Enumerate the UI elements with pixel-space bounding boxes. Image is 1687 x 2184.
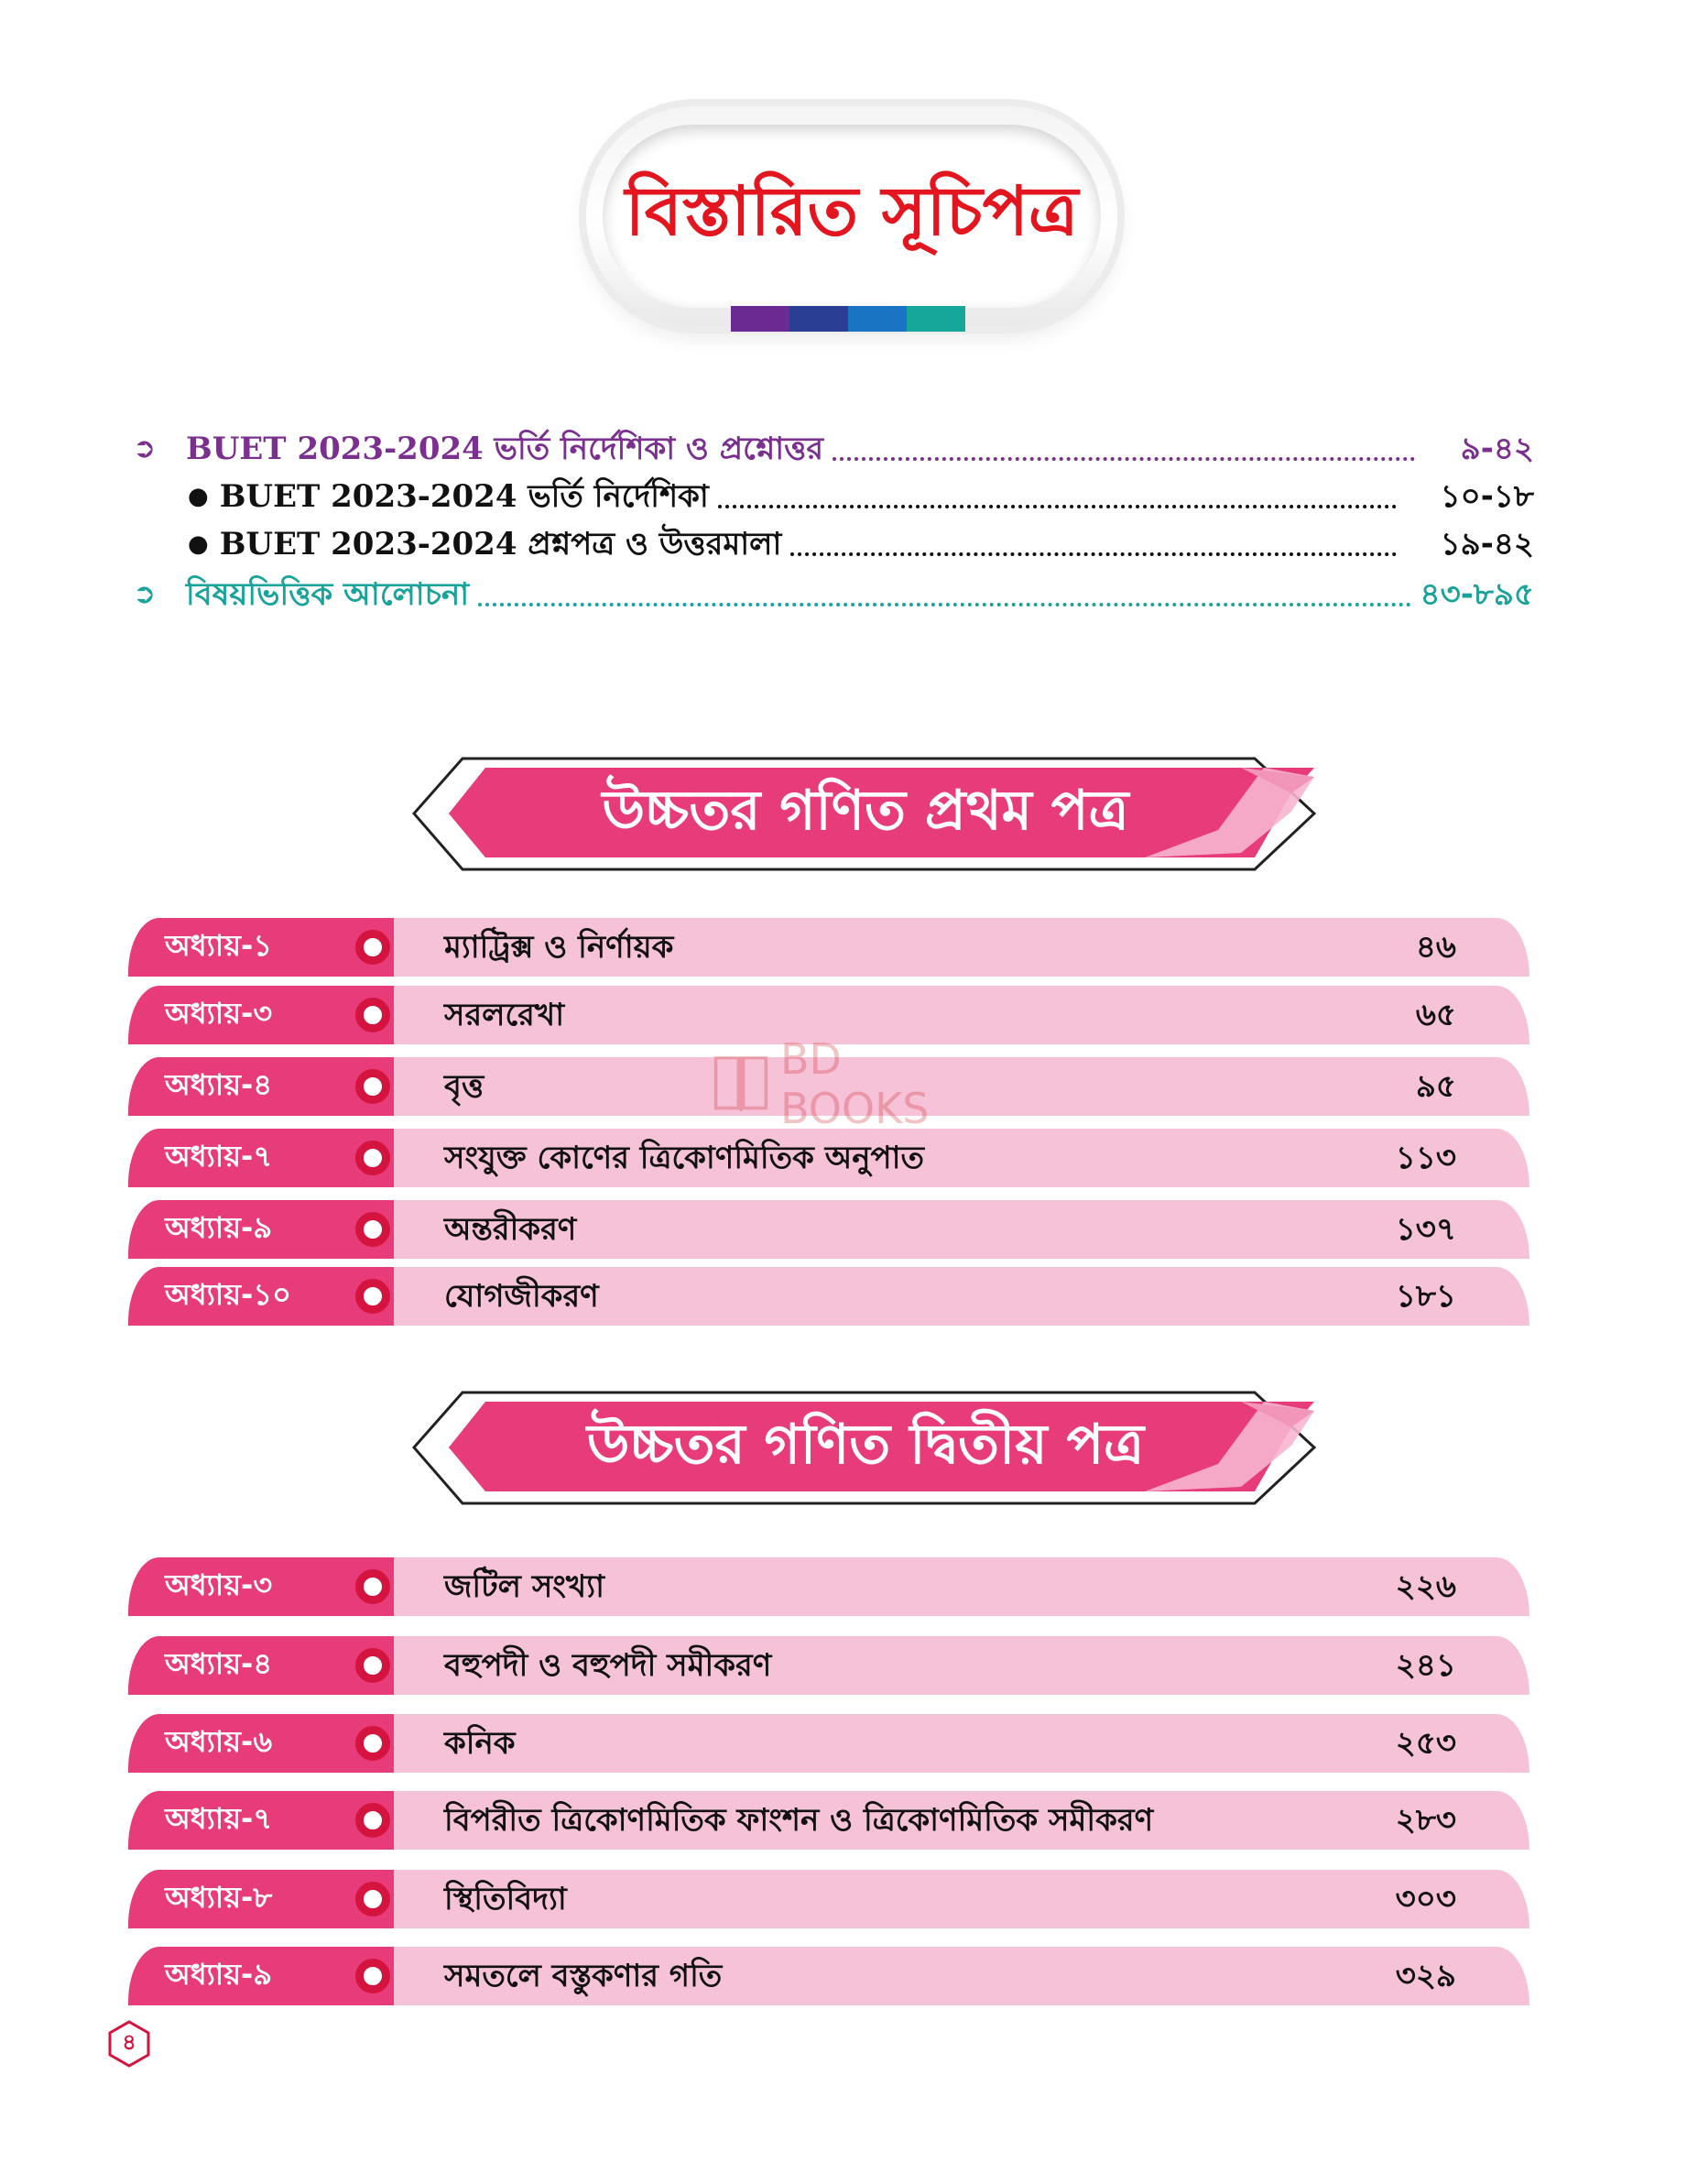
chapter-row-bar (366, 1714, 1529, 1773)
chapter-row (128, 1791, 1529, 1850)
toc-leader-dots (478, 603, 1410, 606)
ring-icon (355, 1141, 390, 1175)
ring-icon (355, 1279, 390, 1314)
chapter-row (128, 1200, 1529, 1259)
chapter-title: বৃত্ত (444, 1068, 484, 1105)
toc-text: BUET 2023-2024 ভর্তি নির্দেশিকা (219, 478, 709, 515)
chapter-label: অধ্যায়-৮ (128, 1870, 394, 1928)
chapter-label: অধ্যায়-৯ (128, 1200, 394, 1259)
chapter-title: বহুপদী ও বহুপদী সমীকরণ (444, 1647, 772, 1684)
ring-icon (355, 1803, 390, 1838)
arrow-icon: ➲ (133, 432, 157, 464)
chapter-page: ২৮৩ (1395, 1802, 1456, 1839)
chapter-title: স্থিতিবিদ্যা (444, 1881, 567, 1917)
toc-leader-dots (790, 552, 1397, 556)
ring-icon (355, 1212, 390, 1247)
chapter-row (128, 1557, 1529, 1616)
chapter-page: ৯৫ (1415, 1068, 1456, 1105)
chapter-label: অধ্যায়-১০ (128, 1267, 394, 1326)
chapter-label: অধ্যায়-৪ (128, 1057, 394, 1116)
watermark (713, 1034, 978, 1133)
watermark-text: BD BOOKS (779, 1034, 930, 1133)
chapter-title: কনিক (444, 1725, 516, 1762)
chapter-title: বিপরীত ত্রিকোণমিতিক ফাংশন ও ত্রিকোণমিতিক সমীকরণ (444, 1802, 1154, 1839)
stripe-purple (731, 306, 789, 332)
chapter-row (128, 1636, 1529, 1695)
toc-text: BUET 2023-2024 ভর্তি নির্দেশিকা ও প্রশ্নোত্তর (186, 431, 824, 467)
chapter-title: সমতলে বস্তুকণার গতি (444, 1958, 723, 1994)
chapter-row (128, 1870, 1529, 1928)
chapter-label: অধ্যায়-৯ (128, 1947, 394, 2005)
chapter-title: যোগজীকরণ (444, 1278, 599, 1315)
chapter-label: অধ্যায়-৩ (128, 1557, 394, 1616)
chapter-title: ম্যাট্রিক্স ও নির্ণায়ক (444, 929, 674, 966)
chapter-row (128, 1714, 1529, 1773)
section-title: উচ্চতর গণিত প্রথম পত্র (602, 778, 1129, 843)
chapter-page: ২৪১ (1395, 1647, 1456, 1684)
page-number-badge (107, 2019, 151, 2069)
section-banner (412, 757, 1319, 871)
chapter-page: ৩০৩ (1395, 1881, 1456, 1917)
ring-icon (355, 998, 390, 1032)
chapter-page: ৪৬ (1415, 929, 1456, 966)
bullet-icon: ● (188, 530, 209, 558)
ring-icon (355, 1648, 390, 1683)
toc-line (188, 474, 1534, 519)
ring-icon (355, 1959, 390, 1993)
title-color-stripes (731, 306, 965, 332)
page-number: ৪ (122, 2029, 136, 2055)
title-pill-inner (603, 125, 1101, 308)
bullet-icon: ● (188, 483, 209, 510)
ring-icon (355, 1882, 390, 1916)
toc-page-range: ৯-৪২ (1460, 431, 1534, 467)
chapter-label: অধ্যায়-১ (128, 918, 394, 977)
stripe-indigo (789, 306, 848, 332)
chapter-label: অধ্যায়-৩ (128, 986, 394, 1044)
chapter-row (128, 1129, 1529, 1187)
chapter-page: ১৮১ (1395, 1278, 1456, 1315)
chapter-page: ৩২৯ (1395, 1958, 1456, 1994)
toc-text: BUET 2023-2024 প্রশ্নপত্র ও উত্তরমালা (219, 526, 782, 562)
chapter-page: ২৫৩ (1395, 1725, 1456, 1762)
chapter-title: জটিল সংখ্যা (444, 1568, 604, 1605)
ring-icon (355, 930, 390, 965)
toc-page-range: ৪৩-৮৯৫ (1420, 576, 1534, 613)
chapter-label: অধ্যায়-৪ (128, 1636, 394, 1695)
toc-text: বিষয়ভিত্তিক আলোচনা (186, 576, 470, 613)
chapter-page: ২২৬ (1395, 1568, 1456, 1605)
toc-page-range: ১০-১৮ (1440, 478, 1534, 515)
book-icon (713, 1047, 769, 1120)
section-title: উচ্চতর গণিত দ্বিতীয় পত্র (586, 1412, 1145, 1477)
chapter-row (128, 1947, 1529, 2005)
chapter-row (128, 1267, 1529, 1326)
section-banner (412, 1391, 1319, 1505)
chapter-label: অধ্যায়-৭ (128, 1791, 394, 1850)
chapter-page: ৬৫ (1415, 997, 1456, 1033)
toc-leader-dots (833, 457, 1415, 461)
toc-line (188, 521, 1534, 567)
page-title: বিস্তারিত সূচিপত্র (625, 171, 1079, 251)
chapter-title: সরলরেখা (444, 997, 565, 1033)
chapter-title: অন্তরীকরণ (444, 1211, 577, 1248)
arrow-icon: ➲ (133, 578, 157, 610)
toc-line (133, 572, 1534, 617)
ring-icon (355, 1569, 390, 1604)
ring-icon (355, 1726, 390, 1761)
title-pill (586, 106, 1117, 326)
chapter-row (128, 918, 1529, 977)
toc-line (133, 426, 1534, 472)
chapter-label: অধ্যায়-৭ (128, 1129, 394, 1187)
chapter-page: ১৩৭ (1395, 1211, 1456, 1248)
stripe-teal (907, 306, 965, 332)
chapter-title: সংযুক্ত কোণের ত্রিকোণমিতিক অনুপাত (444, 1140, 924, 1176)
chapter-page: ১১৩ (1395, 1140, 1456, 1176)
toc-leader-dots (718, 505, 1397, 508)
stripe-blue (848, 306, 907, 332)
ring-icon (355, 1069, 390, 1104)
chapter-label: অধ্যায়-৬ (128, 1714, 394, 1773)
toc-page-range: ১৯-৪২ (1440, 526, 1534, 562)
